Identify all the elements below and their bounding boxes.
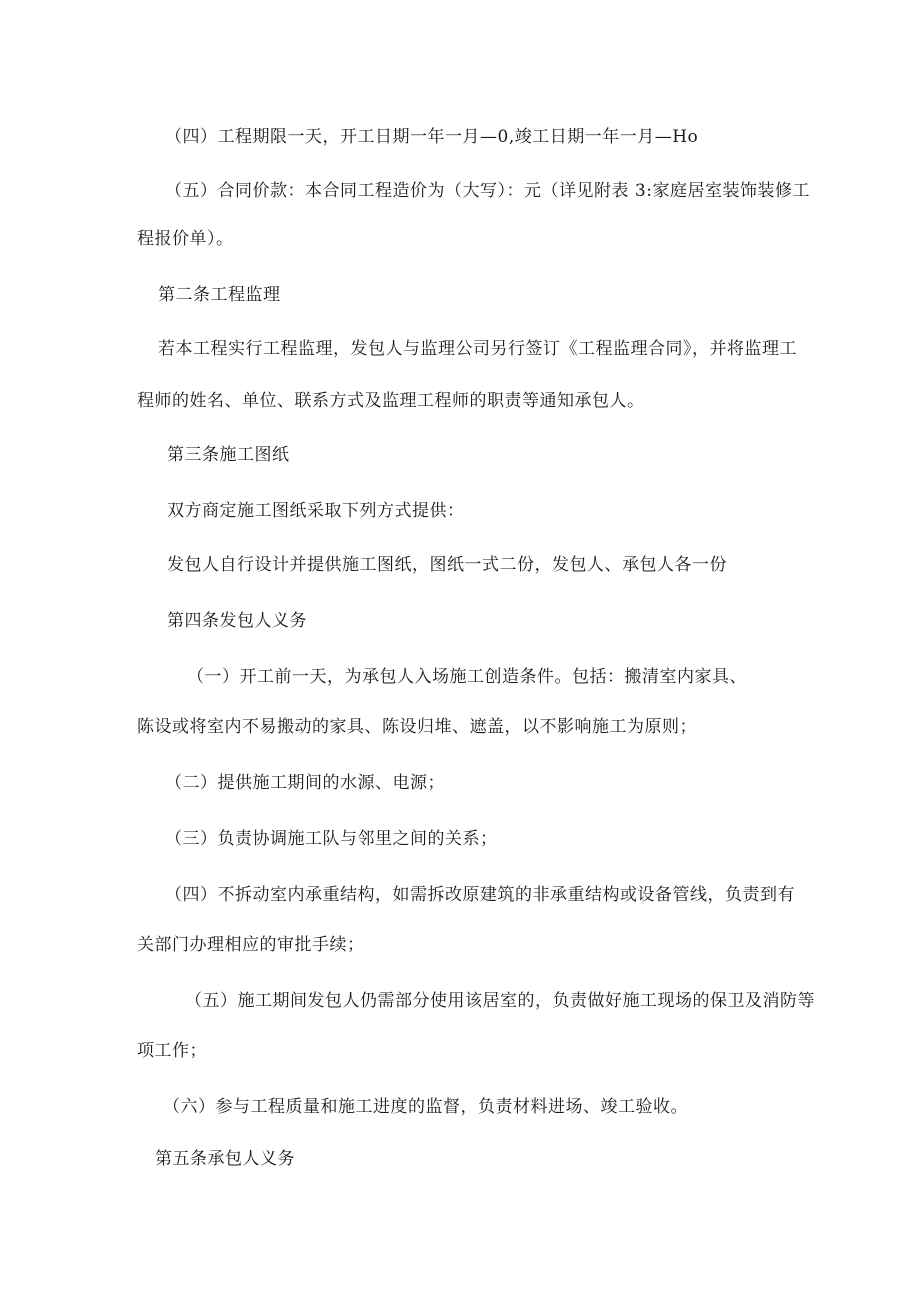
article-5-heading: 第五条承包人义务 — [155, 1149, 295, 1169]
article-3-method: 发包人自行设计并提供施工图纸，图纸一式二份，发包人、承包人各一份 — [167, 555, 727, 575]
article-4-item-4-line1: （四）不拆动室内承重结构，如需拆改原建筑的非承重结构或设备管线，负责到有 — [165, 885, 795, 905]
article-4-item-1-line1: （一）开工前一天，为承包人入场施工创造条件。包括：搬清室内家具、 — [187, 667, 747, 687]
article-3-body: 双方商定施工图纸采取下列方式提供： — [167, 501, 465, 521]
article-4-item-3: （三）负责协调施工队与邻里之间的关系； — [165, 829, 498, 849]
article-4-item-5-line1: （五）施工期间发包人仍需部分使用该居室的，负责做好施工现场的保卫及消防等 — [185, 991, 815, 1011]
article-4-item-2: （二）提供施工期间的水源、电源； — [165, 773, 445, 793]
clause-1-5-price-line2: 程报价单）。 — [137, 229, 234, 249]
clause-1-5-price-line1: （五）合同价款：本合同工程造价为（大写）：元（详见附表 3:家庭居室装饰装修工 — [165, 181, 810, 201]
article-4-heading: 第四条发包人义务 — [167, 611, 307, 631]
article-4-item-6: （六）参与工程质量和施工进度的监督，负责材料进场、竣工验收。 — [163, 1097, 688, 1117]
article-2-body-line2: 程师的姓名、单位、联系方式及监理工程师的职责等通知承包人。 — [137, 391, 645, 411]
article-4-item-4-line2: 关部门办理相应的审批手续； — [137, 935, 365, 955]
article-2-heading: 第二条工程监理 — [158, 285, 281, 305]
clause-1-4-duration: （四）工程期限一天，开工日期一年一月—0,竣工日期一年一月—Ho — [165, 127, 699, 147]
article-2-body-line1: 若本工程实行工程监理，发包人与监理公司另行签订《工程监理合同》，并将监理工 — [158, 339, 797, 359]
article-3-heading: 第三条施工图纸 — [167, 445, 290, 465]
article-4-item-5-line2: 项工作； — [137, 1041, 207, 1061]
article-4-item-1-line2: 陈设或将室内不易搬动的家具、陈设归堆、遮盖，以不影响施工为原则； — [137, 717, 697, 737]
